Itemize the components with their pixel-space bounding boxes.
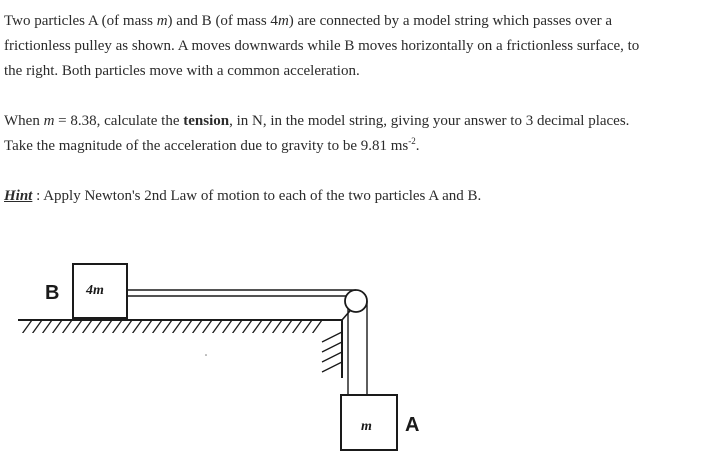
stray-dot [205, 354, 207, 356]
p1-mass-4m: m [277, 13, 289, 29]
p1-text-2: ) and B (of mass 4 [167, 13, 278, 29]
p2-mass-m: m [43, 113, 55, 129]
p1-line-2: frictionless pulley as shown. A moves downwards while B moves horizontally on a frictionless surface, to [4, 38, 640, 54]
block-b-mass: 4m [86, 283, 104, 298]
problem-paragraph-2 [4, 109, 694, 159]
problem-paragraph-1 [4, 9, 694, 84]
block-a-mass: m [361, 419, 372, 434]
floor-hatching [22, 320, 322, 334]
p1-mass-m: m [156, 13, 168, 29]
p2-line-2: Take the magnitude of the acceleration due to gravity to be 9.81 ms [4, 138, 409, 154]
hint-paragraph [4, 184, 694, 209]
p1-text-1: Two particles A (of mass [4, 13, 157, 29]
p2-text-3: , in N, in the model string, giving your answer to 3 decimal places. [229, 113, 630, 129]
block-b-label: B [45, 282, 60, 304]
p1-text-3: ) are connected by a model string which passes over a [288, 13, 612, 29]
p2-text-2: = 8.38, calculate the [54, 113, 184, 129]
wall-hatching [322, 332, 342, 372]
pulley-diagram [0, 250, 703, 469]
p2-text-1: When [4, 113, 44, 129]
p2-bold-tension: tension [183, 113, 230, 129]
hint-text: : Apply Newton's 2nd Law of motion to each of the two particles A and B. [32, 188, 482, 204]
p2-line-2-end: . [415, 138, 420, 154]
hint-label: Hint [4, 188, 33, 204]
block-a-label: A [405, 414, 420, 436]
p1-line-3: the right. Both particles move with a common acceleration. [4, 63, 360, 79]
p2-exponent: -2 [408, 136, 416, 146]
